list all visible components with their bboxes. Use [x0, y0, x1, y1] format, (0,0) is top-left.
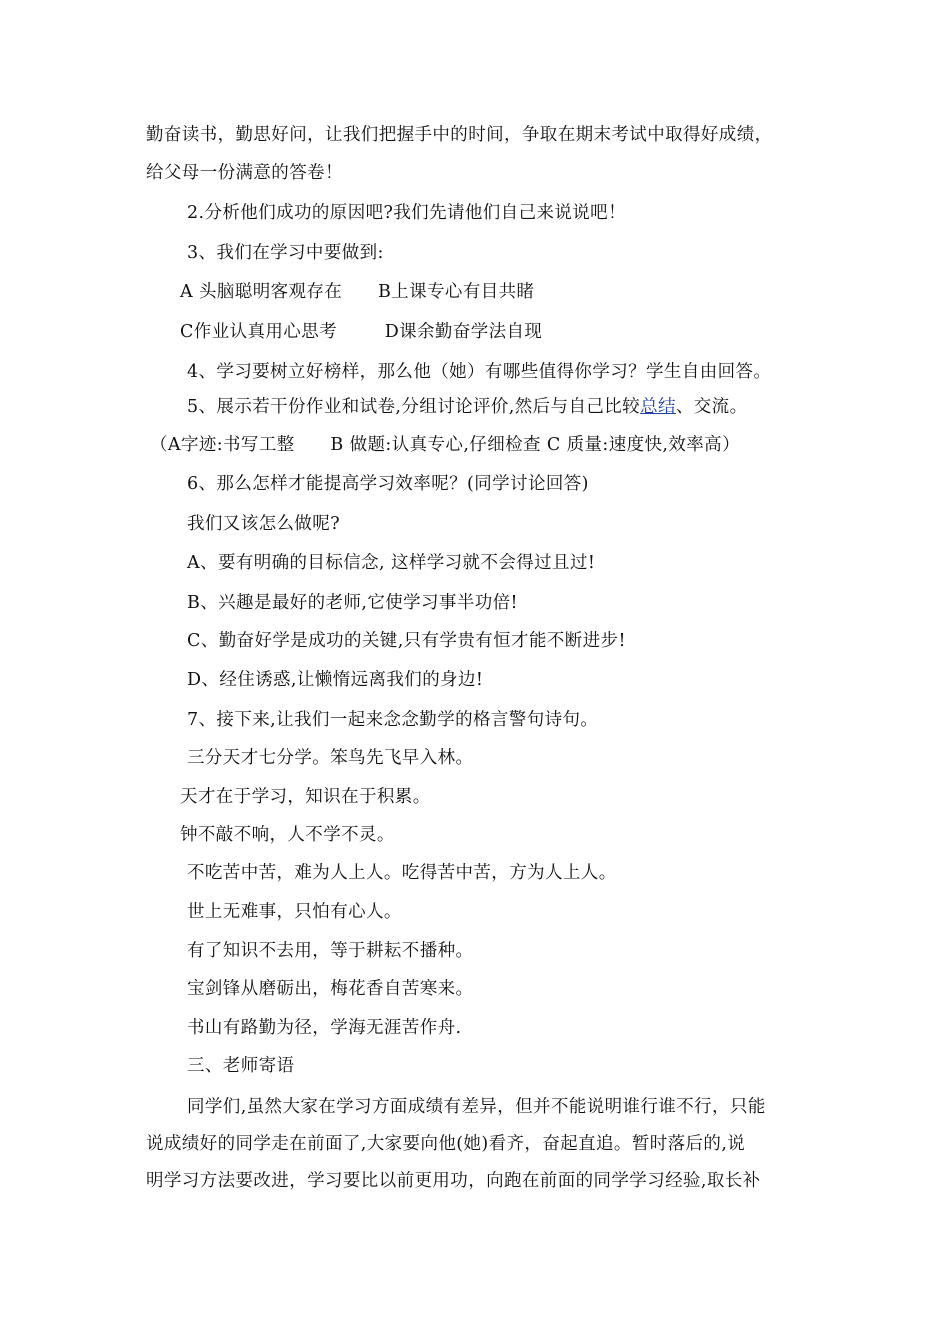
answer-a: A、要有明确的目标信念, 这样学习就不会得过且过! — [187, 553, 596, 573]
proverb-4: 不吃苦中苦，难为人上人。吃得苦中苦，方为人上人。 — [187, 863, 617, 883]
closing-line-2: 说成绩好的同学走在前面了,大家要向他(她)看齐，奋起直追。暂时落后的,说 — [146, 1134, 746, 1154]
criteria-line: （A字迹:书写工整 B 做题:认真专心,仔细检查 C 质量:速度快,效率高） — [150, 435, 740, 455]
proverb-7: 宝剑锋从磨砺出，梅花香自苦寒来。 — [187, 979, 474, 999]
intro-line-1: 勤奋读书，勤思好问，让我们把握手中的时间，争取在期末考试中取得好成绩， — [146, 125, 773, 145]
summary-link[interactable]: 总结 — [640, 397, 676, 417]
options-a-b: A 头脑聪明客观存在 B上课专心有目共睹 — [180, 282, 535, 302]
item-2: 2.分析他们成功的原因吧?我们先请他们自己来说说吧！ — [187, 203, 626, 223]
item-5-text: 5、展示若干份作业和试卷,分组讨论评价,然后与自己比较 — [187, 397, 641, 417]
proverb-3: 钟不敲不响，人不学不灵。 — [180, 825, 395, 845]
item-7: 7、接下来,让我们一起来念念勤学的格言警句诗句。 — [187, 710, 599, 730]
item-5-tail: 、交流。 — [675, 397, 748, 417]
answer-d: D、经住诱惑,让懒惰远离我们的身边! — [187, 670, 484, 690]
answer-c: C、勤奋好学是成功的关键,只有学贵有恒才能不断进步! — [187, 631, 626, 651]
closing-line-1: 同学们,虽然大家在学习方面成绩有差异，但并不能说明谁行谁不行，只能 — [187, 1097, 766, 1117]
item-4: 4、学习要树立好榜样，那么他（她）有哪些值得你学习？学生自由回答。 — [187, 362, 772, 382]
proverb-2: 天才在于学习，知识在于积累。 — [180, 787, 431, 807]
proverb-5: 世上无难事，只怕有心人。 — [187, 902, 402, 922]
proverb-1: 三分天才七分学。笨鸟先飞早入林。 — [187, 748, 474, 768]
proverb-8: 书山有路勤为径，学海无涯苦作舟. — [187, 1018, 462, 1038]
section-3-title: 三、老师寄语 — [187, 1056, 295, 1076]
intro-line-2: 给父母一份满意的答卷！ — [146, 163, 343, 183]
options-c-d: C作业认真用心思考 D课余勤奋学法自现 — [180, 322, 543, 342]
closing-line-3: 明学习方法要改进，学习要比以前更用功，向跑在前面的同学学习经验,取长补 — [146, 1171, 761, 1191]
item-6-question: 我们又该怎么做呢? — [187, 514, 340, 534]
item-3: 3、我们在学习中要做到: — [187, 243, 384, 263]
answer-b: B、兴趣是最好的老师,它使学习事半功倍! — [187, 593, 518, 613]
item-6: 6、那么怎样才能提高学习效率呢？(同学讨论回答) — [187, 474, 589, 494]
item-5 — [187, 396, 747, 418]
proverb-6: 有了知识不去用，等于耕耘不播种。 — [187, 941, 474, 961]
